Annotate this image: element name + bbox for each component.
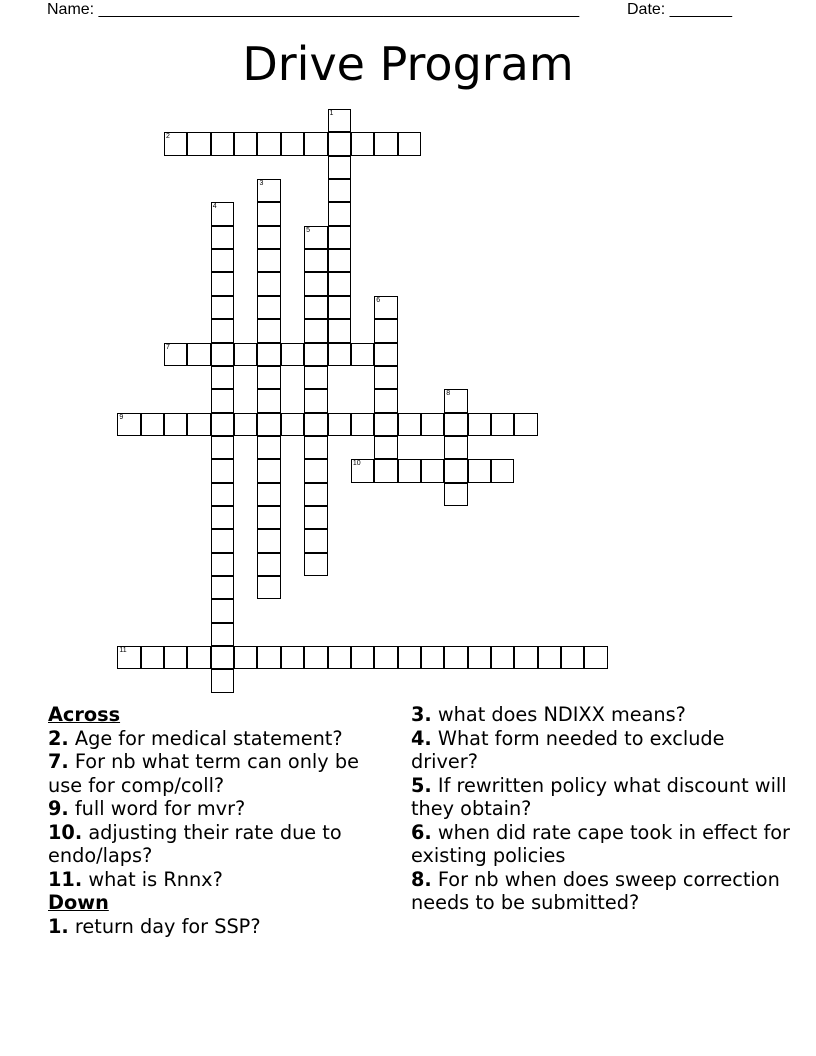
crossword-cell[interactable] [304,343,327,366]
crossword-cell[interactable] [538,646,561,669]
crossword-cell[interactable] [211,436,234,459]
crossword-cell[interactable] [514,413,537,436]
crossword-cell[interactable] [304,646,327,669]
crossword-cell[interactable] [351,646,374,669]
down-clue: 8. For nb when does sweep correction needs to be submitted? [411,867,780,914]
date-field: Date: _______ [627,1,732,18]
crossword-cell[interactable] [304,366,327,389]
crossword-cell[interactable] [281,413,304,436]
crossword-cell[interactable] [281,132,304,155]
crossword-cell[interactable] [468,459,491,482]
crossword-cell[interactable] [211,646,234,669]
crossword-cell[interactable] [211,226,234,249]
cell-number: 2 [166,133,170,141]
crossword-cell[interactable] [164,132,187,155]
crossword-cell[interactable] [304,389,327,412]
crossword-cell[interactable] [211,529,234,552]
crossword-cell[interactable] [328,179,351,202]
crossword-cell[interactable] [304,459,327,482]
crossword-cell[interactable] [164,343,187,366]
crossword-cell[interactable] [398,132,421,155]
crossword-cell[interactable] [444,389,467,412]
across-clue: 11. what is Rnnx? [48,867,223,891]
crossword-cell[interactable] [257,413,280,436]
cell-number: 7 [166,343,170,351]
crossword-cell[interactable] [328,296,351,319]
crossword-cell[interactable] [117,413,140,436]
crossword-cell[interactable] [211,669,234,692]
crossword-cell[interactable] [187,646,210,669]
crossword-cell[interactable] [398,646,421,669]
name-field: Name: ______________________________________________________ [47,1,580,18]
crossword-cell[interactable] [304,553,327,576]
crossword-cell[interactable] [398,413,421,436]
down-clue: 1. return day for SSP? [48,914,261,938]
crossword-cell[interactable] [257,226,280,249]
crossword-cell[interactable] [304,296,327,319]
crossword-cell[interactable] [304,272,327,295]
crossword-cell[interactable] [211,623,234,646]
crossword-cell[interactable] [468,646,491,669]
crossword-cell[interactable] [257,296,280,319]
crossword-cell[interactable] [234,343,257,366]
crossword-cell[interactable] [211,272,234,295]
crossword-cell[interactable] [187,343,210,366]
crossword-cell[interactable] [257,132,280,155]
down-clue: 4. What form needed to exclude driver? [411,726,725,773]
crossword-cell[interactable] [444,436,467,459]
crossword-cell[interactable] [304,506,327,529]
crossword-cell[interactable] [561,646,584,669]
crossword-cell[interactable] [491,459,514,482]
crossword-cell[interactable] [234,413,257,436]
across-heading: Across [48,703,121,726]
crossword-cell[interactable] [351,459,374,482]
crossword-cell[interactable] [328,132,351,155]
crossword-cell[interactable] [444,459,467,482]
crossword-cell[interactable] [374,459,397,482]
crossword-cell[interactable] [304,319,327,342]
crossword-cell[interactable] [187,413,210,436]
crossword-cell[interactable] [374,296,397,319]
crossword-cell[interactable] [211,296,234,319]
crossword-cell[interactable] [211,576,234,599]
down-clue: 5. If rewritten policy what discount will they obtain? [411,773,787,820]
crossword-cell[interactable] [211,202,234,225]
crossword-cell[interactable] [211,343,234,366]
crossword-cell[interactable] [304,529,327,552]
crossword-cell[interactable] [374,366,397,389]
crossword-cell[interactable] [187,132,210,155]
crossword-cell[interactable] [257,319,280,342]
crossword-cell[interactable] [141,646,164,669]
clues-right-column [411,703,791,915]
crossword-cell[interactable] [211,506,234,529]
across-clue: 10. adjusting their rate due to endo/laps? [48,820,342,867]
page-title: Drive Program [242,37,574,91]
crossword-cell[interactable] [257,366,280,389]
crossword-cell[interactable] [351,343,374,366]
crossword-cell[interactable] [304,132,327,155]
crossword-cell[interactable] [328,343,351,366]
down-clue: 6. when did rate cape took in effect for existing policies [411,820,790,867]
cell-number: 1 [329,110,334,117]
cell-number: 9 [119,413,124,421]
crossword-cell[interactable] [211,389,234,412]
cell-number: 4 [212,203,217,211]
crossword-cell[interactable] [351,413,374,436]
crossword-cell[interactable] [374,132,397,155]
crossword-cell[interactable] [211,459,234,482]
crossword-cell[interactable] [211,366,234,389]
crossword-cell[interactable] [444,413,467,436]
crossword-cell[interactable] [328,109,351,132]
crossword-cell[interactable] [421,646,444,669]
cell-number: 6 [376,296,381,304]
across-clue: 2. Age for medical statement? [48,726,343,750]
crossword-cell[interactable] [257,483,280,506]
crossword-cell[interactable] [257,506,280,529]
down-clue: 3. what does NDIXX means? [411,703,686,726]
crossword-cell[interactable] [211,553,234,576]
crossword-cell[interactable] [211,599,234,622]
crossword-cell[interactable] [257,436,280,459]
crossword-cell[interactable] [328,646,351,669]
crossword-cell[interactable] [328,156,351,179]
cell-number: 3 [259,180,264,188]
crossword-cell[interactable] [444,483,467,506]
across-clue: 9. full word for mvr? [48,797,246,820]
crossword-cell[interactable] [257,459,280,482]
crossword-cell[interactable] [514,646,537,669]
crossword-cell[interactable] [374,413,397,436]
crossword-cell[interactable] [117,646,140,669]
crossword-cell[interactable] [328,249,351,272]
crossword-cell[interactable] [164,646,187,669]
crossword-cell[interactable] [374,646,397,669]
crossword-cell[interactable] [257,343,280,366]
crossword-cell[interactable] [304,483,327,506]
crossword-cell[interactable] [351,132,374,155]
crossword-cell[interactable] [211,413,234,436]
crossword-cell[interactable] [444,646,467,669]
crossword-cell[interactable] [257,179,280,202]
crossword-cell[interactable] [257,272,280,295]
crossword-cell[interactable] [491,413,514,436]
crossword-cell[interactable] [257,576,280,599]
crossword-cell[interactable] [211,319,234,342]
crossword-cell[interactable] [304,413,327,436]
crossword-cell[interactable] [211,249,234,272]
crossword-cell[interactable] [164,413,187,436]
crossword-cell[interactable] [211,483,234,506]
crossword-cell[interactable] [421,413,444,436]
cell-number: 8 [446,390,451,398]
crossword-cell[interactable] [281,646,304,669]
crossword-cell[interactable] [374,436,397,459]
crossword-cell[interactable] [374,343,397,366]
crossword-cell[interactable] [257,202,280,225]
crossword-cell[interactable] [234,646,257,669]
crossword-cell[interactable] [257,646,280,669]
crossword-cell[interactable] [328,413,351,436]
clues-left-column [48,703,398,938]
crossword-cell[interactable] [211,132,234,155]
crossword-cell[interactable] [304,436,327,459]
down-heading: Down [48,891,109,914]
cell-number: 10 [352,460,361,468]
crossword-cell[interactable] [468,413,491,436]
crossword-cell[interactable] [257,553,280,576]
crossword-cell[interactable] [328,226,351,249]
crossword-cell[interactable] [257,249,280,272]
crossword-cell[interactable] [281,343,304,366]
crossword-cell[interactable] [491,646,514,669]
crossword-cell[interactable] [374,319,397,342]
crossword-cell[interactable] [304,226,327,249]
cell-number: 5 [306,226,311,234]
crossword-cell[interactable] [584,646,607,669]
crossword-cell[interactable] [141,413,164,436]
across-clue: 7. For nb what term can only be use for comp/coll? [48,750,359,797]
crossword-cell[interactable] [257,389,280,412]
cell-number: 11 [119,647,127,655]
crossword-cell[interactable] [328,202,351,225]
crossword-cell[interactable] [328,272,351,295]
crossword-cell[interactable] [328,319,351,342]
crossword-cell[interactable] [257,529,280,552]
crossword-cell[interactable] [398,459,421,482]
crossword-cell[interactable] [374,389,397,412]
crossword-cell[interactable] [234,132,257,155]
crossword-cell[interactable] [421,459,444,482]
crossword-cell[interactable] [304,249,327,272]
